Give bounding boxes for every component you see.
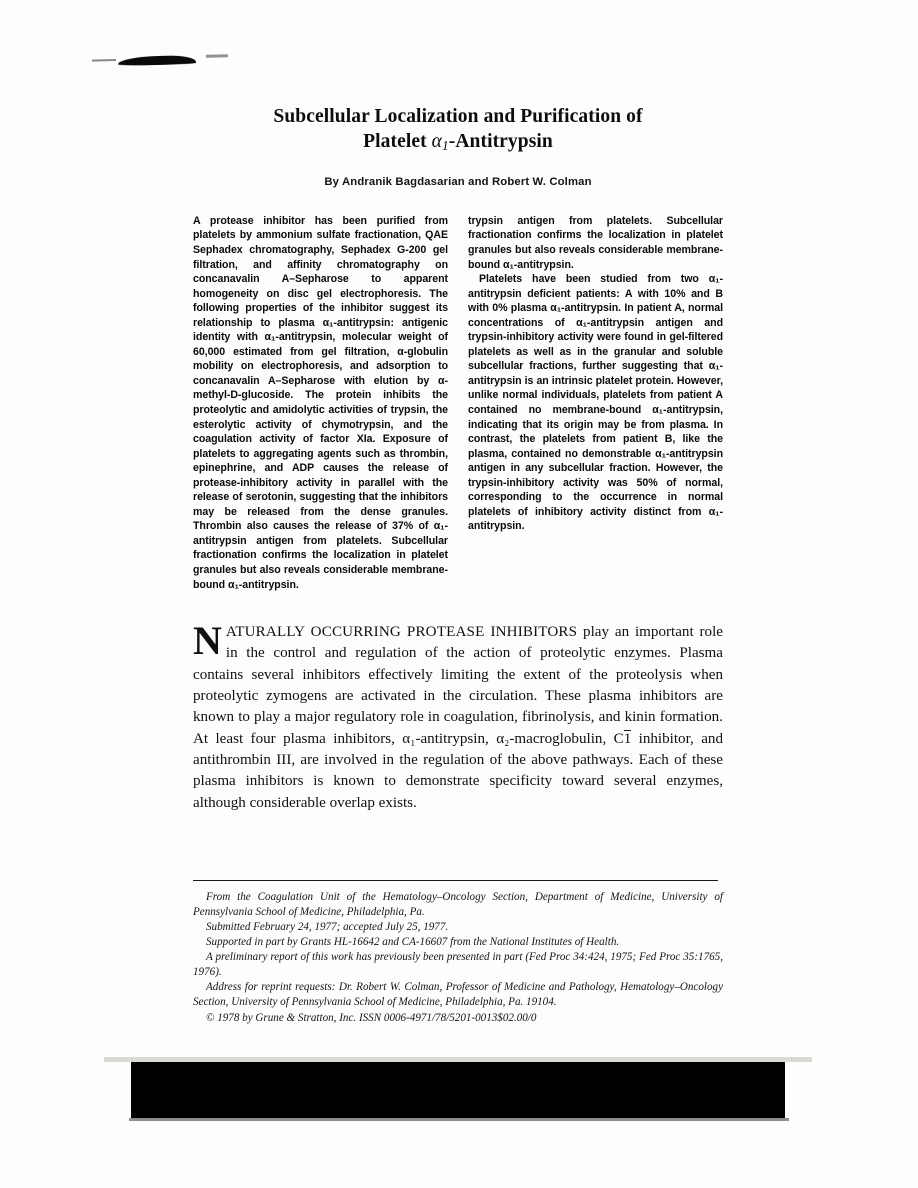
byline-authors: By Andranik Bagdasarian and Robert W. Colman <box>324 175 592 188</box>
abstract-section <box>193 188 723 592</box>
title-line-2-suffix: -Antitrypsin <box>448 131 553 152</box>
abstract-column-right <box>468 214 723 592</box>
scan-black-band-artifact-bottom <box>131 1062 785 1118</box>
body-tail-text: inhibitor, and antithrombin III, are involved in the regulation of the above pathways. Each of these plasma inhibitors is known to demonstrate specificity toward several enzymes, although considerable overlap exists. <box>193 730 723 811</box>
title-line-1: Subcellular Localization and Purification of <box>273 106 643 127</box>
drop-cap-letter: N <box>193 618 222 664</box>
footnote-grant-support: Supported in part by Grants HL-16642 and CA-16607 from the National Institutes of Health. <box>206 936 620 949</box>
footnote-reprint-address: Address for reprint requests: Dr. Robert W. Colman, Professor of Medicine and Pathology, Hematology–Oncology Section, University of Pennsylvania School of Medicine, Philadelphia, Pa. 19104. <box>193 981 723 1009</box>
footnote-preliminary-report: A preliminary report of this work has previously been presented in part (Fed Proc 34:424, 1975; Fed Proc 35:1765, 1976). <box>193 951 723 979</box>
abstract-right-paragraph-1: trypsin antigen from platelets. Subcellular fractionation confirms the localization in platelet granules but also reveals considerable membrane-bound α₁-antitrypsin. <box>468 214 723 271</box>
title-alpha-subscript: 1 <box>442 137 449 153</box>
scan-smudge-artifact-top <box>118 55 196 66</box>
body-opening-capitals: ATURALLY OCCURRING PROTEASE INHIBITORS <box>225 624 578 641</box>
body-section <box>193 592 723 814</box>
footnote-affiliation: From the Coagulation Unit of the Hematology–Oncology Section, Department of Medicine, University of Pennsylvania School of Medicine, Philadelphia, Pa. <box>193 890 723 918</box>
body-main-text: play an important role in the control and regulation of the action of proteolytic enzymes. Plasma contains several inhibitors effectively limiting the extent of the proteolysis when proteolytic zymogens are activated in the circulation. These plasma inhibitors are known to play a major regulatory role in coagulation, fibrinolysis, and kinin formation. At least four plasma inhibitors, α₁-antitrypsin, α₂-macroglobulin, C <box>193 624 723 747</box>
c-one-bar-symbol: 1 <box>623 730 632 747</box>
abstract-left-text: A protease inhibitor has been purified from platelets by ammonium sulfate fractionation, QAE Sephadex chromatography, Sephadex G-200 gel filtration, and affinity chromatography on concanavalin A–Sepharose to apparent homogeneity on disc gel electrophoresis. The following properties of the inhibitor suggest its relationship to plasma α₁-antitrypsin: antigenic identity with α₁-antitrypsin, molecular weight of 60,000 estimated from gel filtration, α-globulin mobility on electrophoresis, and adsorption to concanavalin A–Sepharose with elution by α-methyl-D-glucoside. The protein inhibits the proteolytic and amidolytic activities of trypsin, the esterolytic activity of chymotrypsin, and the coagulation activity of factor XIa. Exposure of platelets to aggregating agents such as thrombin, epinephrine, and ADP causes the release of protease-inhibitory activity in parallel with the release of serotonin, suggesting that the inhibitors may be released from the dense granules. Thrombin also causes the release of 37% of α₁-antitrypsin antigen from platelets. Subcellular fractionation confirms the localization in platelet granules but also reveals considerable membrane-bound α₁-antitrypsin. <box>193 214 448 591</box>
footnote-submitted-dates: Submitted February 24, 1977; accepted July 25, 1977. <box>206 920 449 933</box>
abstract-right-paragraph-2: Platelets have been studied from two α₁-antitrypsin deficient patients: A with 10% and B with 0% plasma α₁-antitrypsin. In patient A, normal concentrations of α₁-antitrypsin antigen and trypsin-inhibitory activity were found in gel-filtered platelets as well as in the granular and soluble subcellular fractions, further suggesting that α₁-antitrypsin is an intrinsic platelet protein. However, unlike normal individuals, platelets from patient A contained no membrane-bound α₁-antitrypsin, indicating that its origin may be from plasma. In contrast, the platelets from patient B, like the plasma, contained no demonstrable α₁-antitrypsin antigen in any subcellular fraction. However, the trypsin-inhibitory activity was 50% of normal, corresponding to the occurrence in normal platelets of inhibitory activity distinct from α₁-antitrypsin. <box>468 273 723 533</box>
body-paragraph-introduction <box>193 618 723 814</box>
title-alpha-symbol: α <box>431 131 443 152</box>
title-line-2-prefix: Platelet <box>363 131 432 152</box>
footnote-copyright-issn: © 1978 by Grune & Stratton, Inc. ISSN 0006-4971/78/5201-0013$02.00/0 <box>206 1011 537 1024</box>
page-content <box>193 0 723 1068</box>
page-title <box>193 0 723 158</box>
abstract-column-left <box>193 214 448 592</box>
footnotes-block <box>193 881 723 1026</box>
